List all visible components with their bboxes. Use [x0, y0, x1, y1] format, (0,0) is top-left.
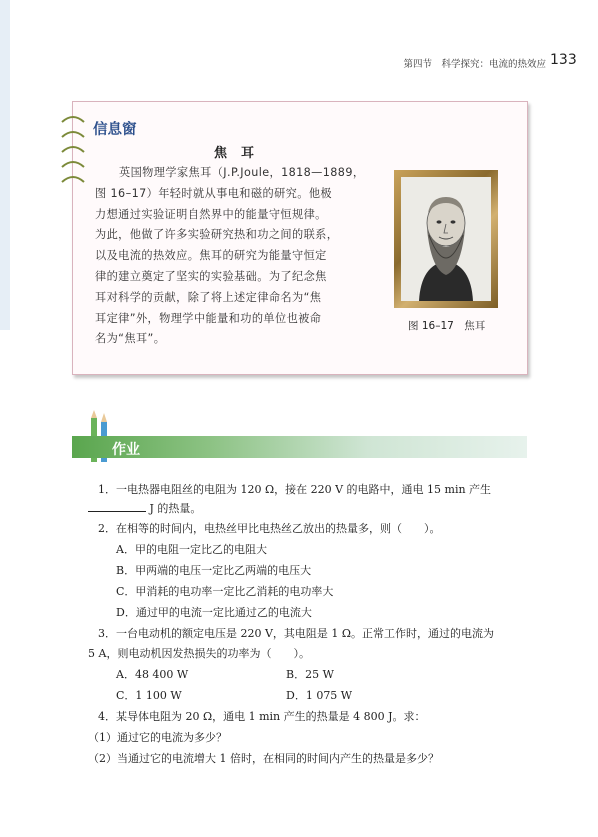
body-line: 耳定律”外，物理学中能量和功的单位也被命 [95, 311, 322, 325]
question-3-line-1: 3．一台电动机的额定电压是 220 V，其电阻是 1 Ω。正常工作时，通过的电流为 [98, 627, 495, 640]
question-3-option: A．48 400 W [116, 668, 189, 681]
figure-caption: 图 16–17 焦耳 [408, 320, 486, 332]
page-number: 133 [550, 52, 577, 68]
info-window-title: 信息窗 [93, 122, 137, 138]
question-1-line-2 [88, 500, 543, 516]
homework-header-bar [72, 436, 527, 458]
body-line: 力想通过实验证明自然界中的能量守恒规律。 [95, 207, 327, 221]
body-line: 英国物理学家焦耳（J.P.Joule，1818—1889， [119, 166, 365, 179]
question-4-part: （1）通过它的电流为多少？ [88, 731, 227, 744]
info-window-subtitle: 焦耳 [214, 146, 269, 161]
question-3-option: C．1 100 W [116, 689, 182, 702]
question-1-suffix: J 的热量。 [146, 502, 202, 515]
question-2-option: D．通过甲的电流一定比通过乙的电流大 [116, 606, 312, 619]
body-line: 名为“焦耳”。 [95, 332, 166, 346]
body-line: 耳对科学的贡献，除了将上述定律命名为“焦 [95, 290, 322, 304]
binder-rings-icon [58, 112, 88, 192]
info-window-body [95, 163, 381, 350]
body-line: 为此，他做了许多实验研究热和功之间的联系， [95, 228, 339, 242]
joule-portrait-image [401, 177, 491, 301]
question-1-line-1: 1．一电热器电阻丝的电阻为 120 Ω，接在 220 V 的电路中，通电 15 min 产生 [98, 483, 492, 496]
body-line: 律的建立奠定了坚实的实验基础。为了纪念焦 [95, 269, 327, 283]
question-2-option: C．甲消耗的电功率一定比乙消耗的电功率大 [116, 585, 334, 598]
question-2-option: B．甲两端的电压一定比乙两端的电压大 [116, 564, 312, 577]
portrait-frame [394, 170, 498, 308]
question-2: 2．在相等的时间内，电热丝甲比电热丝乙放出的热量多，则（ ）。 [98, 522, 441, 535]
question-2-option: A．甲的电阻一定比乙的电阻大 [116, 543, 267, 556]
question-3-option: B．25 W [286, 668, 334, 681]
left-margin-strip [0, 0, 10, 330]
answer-blank [88, 501, 146, 512]
running-header: 第四节 科学探究：电流的热效应 [403, 59, 546, 70]
body-line: 以及电流的热效应。焦耳的研究为能量守恒定 [95, 249, 327, 263]
body-line: 图 16–17）年轻时就从事电和磁的研究。他极 [95, 186, 333, 200]
question-3-line-2: 5 A，则电动机因发热损失的功率为（ ）。 [88, 647, 310, 660]
question-4-part: （2）当通过它的电流增大 1 倍时，在相同的时间内产生的热量是多少？ [88, 752, 439, 765]
question-4: 4．某导体电阻为 20 Ω，通电 1 min 产生的热量是 4 800 J。求： [98, 710, 426, 723]
homework-title: 作业 [112, 442, 140, 458]
question-3-option: D．1 075 W [286, 689, 353, 702]
